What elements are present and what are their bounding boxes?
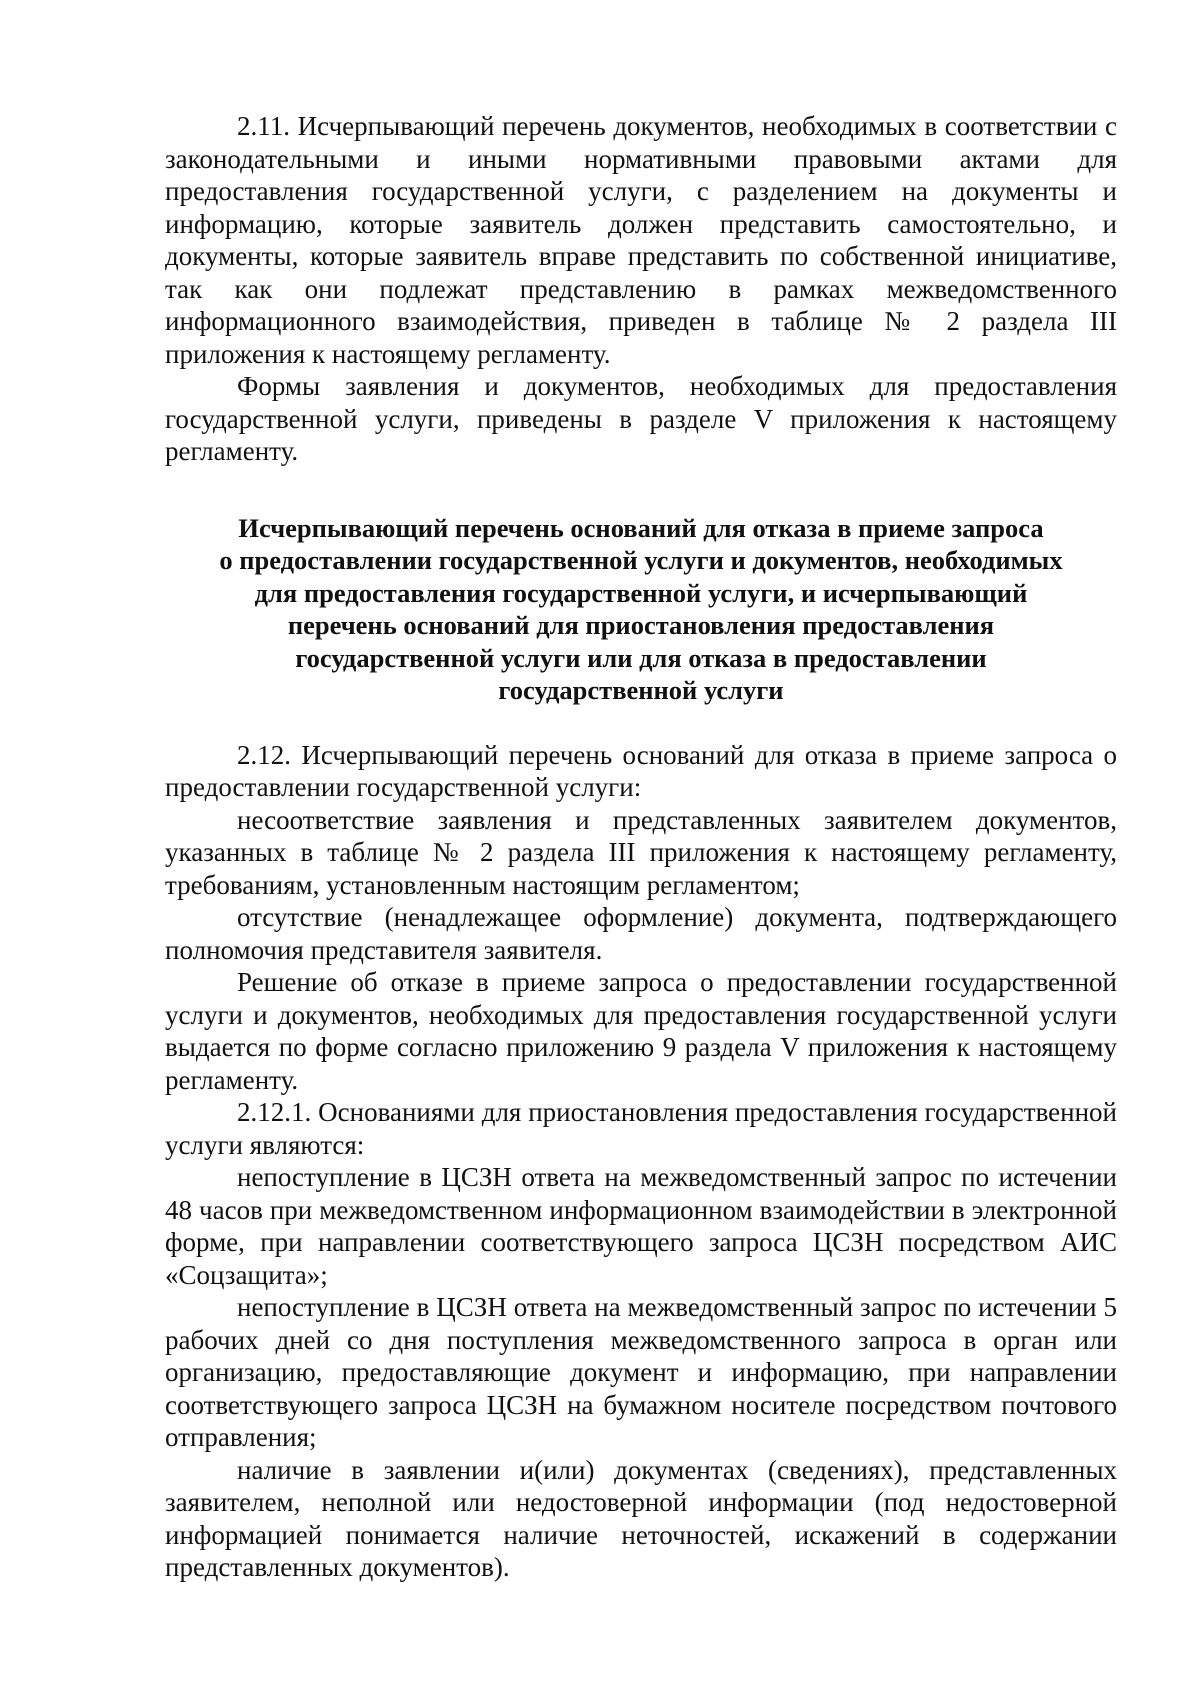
paragraph-2-12: 2.12. Исчерпывающий перечень оснований для отказа в приеме запроса о предоставлении государственной услуги: bbox=[165, 739, 1117, 802]
document-page bbox=[165, 110, 1117, 1584]
heading-line: о предоставлении государственной услуги и документов, необходимых bbox=[219, 545, 1063, 575]
paragraph-nonconformity: несоответствие заявления и представленных заявителем документов, указанных в таблице № 2 раздела III приложения к настоящему регламенту, требованиям, установленным настоящим регламентом; bbox=[165, 804, 1117, 900]
heading-line: для предоставления государственной услуги, и исчерпывающий bbox=[254, 577, 1028, 608]
paragraph-incomplete-info: наличие в заявлении и(или) документах (сведениях), представленных заявителем, неполной или недостоверной информации (под недостоверной информацией понимается наличие неточностей, искажений в содержании представленных документов). bbox=[165, 1454, 1117, 1582]
heading-line: государственной услуги или для отказа в предоставлении bbox=[295, 642, 987, 673]
heading-line: Исчерпывающий перечень оснований для отказа в приеме запроса bbox=[238, 512, 1044, 543]
paragraph-2-11: 2.11. Исчерпывающий перечень документов, необходимых в соответствии с законодательными и иными нормативными правовыми актами для предоставления государственной услуги, с разделением на документы и информацию, которые заявитель должен представить самостоятельно, и документы, которые заявитель вправе представить по собственной инициативе, так как они подлежат представлению в рамках межведомственного информационного взаимодействия, приведен в таблице № 2 раздела III приложения к настоящему регламенту. bbox=[165, 111, 1117, 369]
paragraph-absence: отсутствие (ненадлежащее оформление) документа, подтверждающего полномочия представителя заявителя. bbox=[165, 902, 1117, 965]
paragraph-forms: Формы заявления и документов, необходимых для предоставления государственной услуги, приведены в разделе V приложения к настоящему регламенту. bbox=[165, 371, 1117, 466]
heading-line: перечень оснований для приостановления предоставления bbox=[287, 610, 995, 640]
paragraph-2-12-1: 2.12.1. Основаниями для приостановления предоставления государственной услуги являются: bbox=[165, 1097, 1117, 1160]
paragraph-48-hours: непоступление в ЦСЗН ответа на межведомственный запрос по истечении 48 часов при межведомственном информационном взаимодействии в электронной форме, при направлении соответствующего запроса ЦСЗН посредством АИС «Соцзащита»; bbox=[165, 1162, 1117, 1290]
section-heading bbox=[165, 512, 1117, 707]
heading-line: государственной услуги bbox=[498, 675, 784, 705]
paragraph-5-days: непоступление в ЦСЗН ответа на межведомственный запрос по истечении 5 рабочих дней со дня поступления межведомственного запроса в орган или организацию, предоставляющие документ и информацию, при направлении соответствующего запроса ЦСЗН на бумажном носителе посредством почтового отправления; bbox=[165, 1292, 1117, 1452]
paragraph-refusal-decision: Решение об отказе в приеме запроса о предоставлении государственной услуги и документов, необходимых для предоставления государственной услуги выдается по форме согласно приложению 9 раздела V приложения к настоящему регламенту. bbox=[165, 967, 1117, 1095]
